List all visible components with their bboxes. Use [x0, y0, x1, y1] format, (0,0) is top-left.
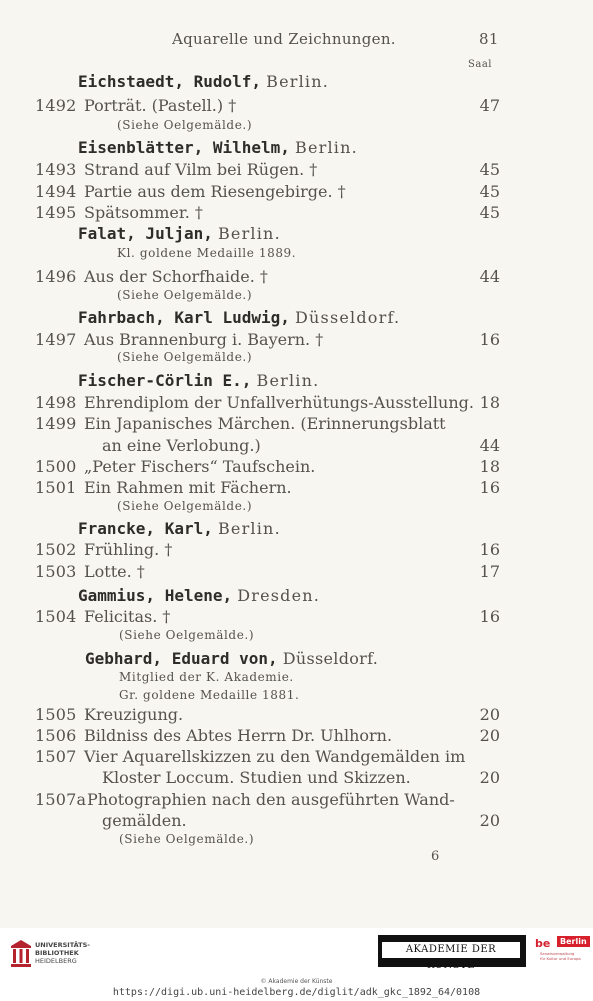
berlin-logo-tag: Berlin [557, 936, 590, 947]
artist-heading: Eichstaedt, Rudolf, Berlin. [78, 72, 330, 91]
berlin-logo-subtitle: Senatsverwaltung für Kultur und Europa [540, 951, 581, 961]
artist-heading: Gebhard, Eduard von, Düsseldorf. [85, 649, 379, 668]
artist-heading: Gammius, Helene, Dresden. [78, 586, 321, 605]
artist-heading: Fahrbach, Karl Ludwig, Düsseldorf. [78, 308, 401, 327]
entry-note: Kl. goldene Medaille 1889. [117, 246, 297, 260]
catalog-entry: 1494 Partie aus dem Riesengebirge. † 45 [35, 182, 500, 201]
catalog-entry: 1505 Kreuzigung. 20 [35, 705, 500, 724]
library-building-icon [8, 937, 34, 971]
entry-note: (Siehe Oelgemälde.) [117, 288, 253, 302]
catalog-entry: 1507 Vier Aquarellskizzen zu den Wandgemälden im [35, 747, 466, 766]
entry-note: (Siehe Oelgemälde.) [117, 350, 253, 364]
catalog-entry-continuation: an eine Verlobung.) 44 [102, 436, 500, 455]
page-number: 81 [479, 30, 499, 48]
library-name: UNIVERSITÄTS- BIBLIOTHEK HEIDELBERG [35, 941, 90, 965]
catalog-entry: 1500 „Peter Fischers“ Taufschein. 18 [35, 457, 500, 476]
catalog-entry: 1493 Strand auf Vilm bei Rügen. † 45 [35, 160, 500, 179]
catalog-entry: 1499 Ein Japanisches Märchen. (Erinnerungsblatt [35, 414, 446, 433]
catalog-entry: 1501 Ein Rahmen mit Fächern. 16 [35, 478, 500, 497]
entry-note: (Siehe Oelgemälde.) [119, 832, 255, 846]
entry-note: Mitglied der K. Akademie. [119, 670, 294, 684]
catalog-entry: 1502 Frühling. † 16 [35, 540, 500, 559]
catalog-entry: 1492 Porträt. (Pastell.) † 47 [35, 96, 500, 115]
catalog-entry: 1497 Aus Brannenburg i. Bayern. † 16 [35, 330, 500, 349]
artist-heading: Francke, Karl, Berlin. [78, 519, 281, 538]
artist-heading: Falat, Juljan, Berlin. [78, 224, 281, 243]
heidelberg-library-logo[interactable] [8, 937, 90, 971]
room-column-label: Saal [468, 59, 492, 70]
berlin-senate-logo[interactable] [532, 935, 588, 969]
entry-note: Gr. goldene Medaille 1881. [119, 688, 300, 702]
catalog-entry: 1506 Bildniss des Abtes Herrn Dr. Uhlhorn. 20 [35, 726, 500, 745]
catalog-entry: 1503 Lotte. † 17 [35, 562, 500, 581]
permalink-url[interactable]: https://digi.ub.uni-heidelberg.de/diglit/adk_gkc_1892_64/0108 [112, 987, 481, 998]
entry-note: (Siehe Oelgemälde.) [119, 628, 255, 642]
entry-note: (Siehe Oelgemälde.) [117, 118, 253, 132]
berlin-logo-mark: be [535, 937, 551, 950]
catalog-entry: 1507a Photographien nach den ausgeführten Wand- [35, 790, 455, 809]
catalog-entry: 1495 Spätsommer. † 45 [35, 203, 500, 222]
catalog-entry: 1498 Ehrendiplom der Unfallverhütungs-Ausstellung. 18 [35, 393, 500, 412]
catalog-entry: 1504 Felicitas. † 16 [35, 607, 500, 626]
catalog-entry-continuation: gemälden. 20 [102, 811, 500, 830]
catalog-entry-continuation: Kloster Loccum. Studien und Skizzen. 20 [102, 768, 500, 787]
academy-logo-text: AKADEMIE DER KÜNSTE [381, 941, 521, 959]
catalog-entry: 1496 Aus der Schorfhaide. † 44 [35, 267, 500, 286]
running-title: Aquarelle und Zeichnungen. [172, 30, 396, 48]
artist-heading: Fischer-Cörlin E., Berlin. [78, 371, 320, 390]
academy-logo[interactable] [378, 935, 526, 971]
entry-note: (Siehe Oelgemälde.) [117, 499, 253, 513]
signature-mark: 6 [431, 849, 440, 864]
copyright-notice: © Akademie der Künste [260, 978, 333, 985]
artist-heading: Eisenblätter, Wilhelm, Berlin. [78, 138, 358, 157]
